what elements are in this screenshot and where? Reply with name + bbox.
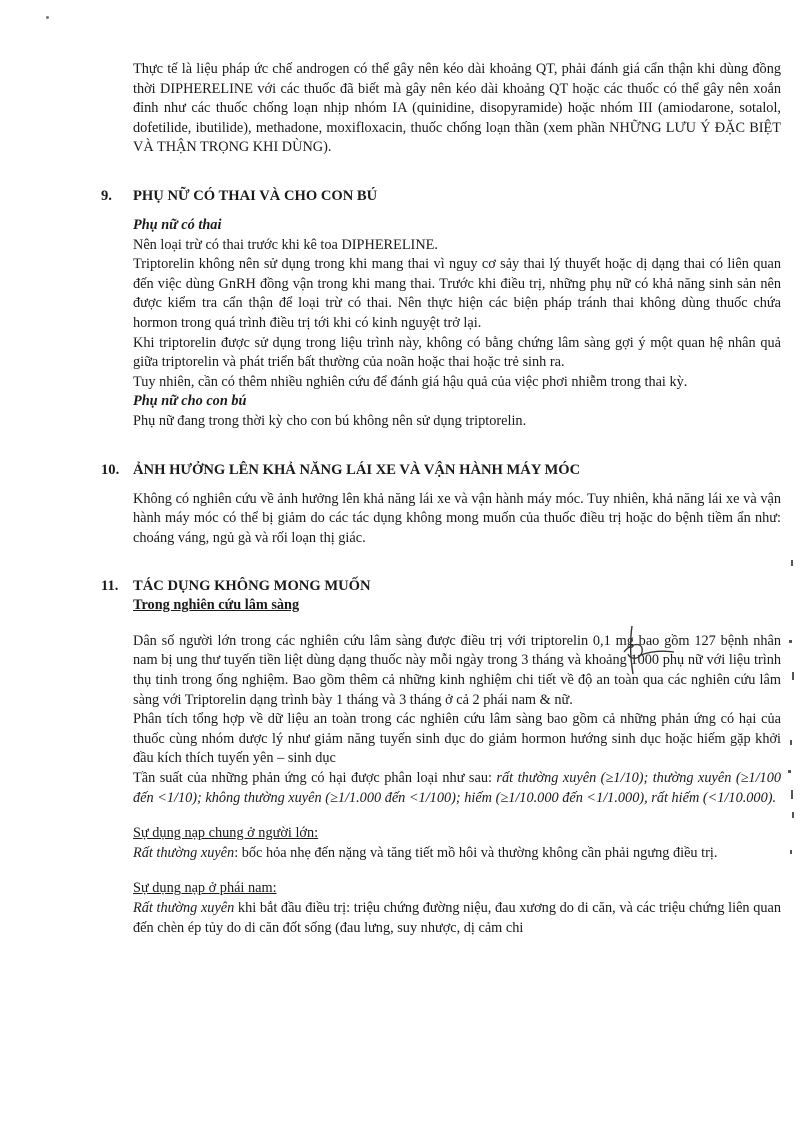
- scan-edge-mark: [791, 790, 793, 799]
- document-body: [101, 60, 781, 938]
- general-tolerance-lead: Rất thường xuyên: [133, 844, 235, 861]
- scan-edge-mark: [788, 770, 791, 773]
- scan-edge-mark: [792, 812, 794, 818]
- section-9-number: 9.: [101, 187, 112, 204]
- pregnancy-para-1: Nên loại trừ có thai trước khi kê toa DIPHERELINE.: [133, 236, 438, 253]
- male-tolerance-text: khi bắt đầu điều trị: triệu chứng đường niệu, đau xương do di căn, và các triệu chứng liên quan đến chèn ép tủy do di căn đốt sống (đau lưng, suy nhược, dị cảm chi: [133, 900, 781, 936]
- section-11-title: TÁC DỤNG KHÔNG MONG MUỐN: [133, 578, 371, 595]
- general-tolerance-text: : bốc hỏa nhẹ đến nặng và tăng tiết mồ hôi và thường không cần phải ngưng điều trị.: [234, 844, 718, 861]
- scan-edge-mark: [790, 850, 792, 854]
- subheading-male-tolerance: Sự dụng nạp ở phái nam:: [133, 880, 277, 897]
- signature-mark: [618, 622, 676, 678]
- adverse-para-2: Phân tích tổng hợp về dữ liệu an toàn trong các nghiên cứu lâm sàng bao gồm cả những phản ứng có hại của thuốc cùng nhóm dược lý như giảm năng tuyến sinh dục do giảm hormon hướng sinh dục hoặc hiếm gặp khởi đầu kích thích tuyến yên – sinh dục: [133, 711, 781, 767]
- subheading-breastfeeding: Phụ nữ cho con bú: [133, 393, 247, 410]
- scan-speck: [46, 16, 49, 19]
- section-10-heading: [101, 460, 781, 480]
- section-11-number: 11.: [101, 578, 119, 595]
- section-10-title: ẢNH HƯỞNG LÊN KHẢ NĂNG LÁI XE VÀ VẬN HÀNH MÁY MÓC: [133, 461, 581, 478]
- section-11-heading: [101, 576, 781, 596]
- general-tolerance-para: [133, 844, 781, 864]
- subheading-pregnancy: Phụ nữ có thai: [133, 216, 222, 233]
- section-9-heading: [101, 186, 781, 206]
- section-9-title: PHỤ NỮ CÓ THAI VÀ CHO CON BÚ: [133, 187, 378, 204]
- pregnancy-para-4: Tuy nhiên, cần có thêm nhiều nghiên cứu để đánh giá hậu quả của việc phơi nhiễm trong thai kỳ.: [133, 373, 688, 390]
- driving-para: Không có nghiên cứu về ảnh hưởng lên khả năng lái xe và vận hành máy móc. Tuy nhiên, khả năng lái xe và vận hành máy móc có thể bị giảm do các tác dụng không mong muốn của thuốc điều trị hoặc do bệnh tiềm ẩn như: choáng váng, ngủ gà và rối loạn thị giác.: [133, 490, 781, 546]
- adverse-para-1: Dân số người lớn trong các nghiên cứu lâm sàng được điều trị với triptorelin 0,1 mg bao gồm 127 bệnh nhân nam bị ung thư tuyến tiền liệt dùng dạng thuốc này mỗi ngày trong 3 tháng và khoảng 1000 phụ nữ với liệu trình thụ tinh trong ống nghiệm. Bao gồm thêm cả những kinh nghiệm chi tiết về độ an toàn qua các nghiên cứu lâm sàng với Triptorelin dạng trình bày 1 tháng và 3 tháng ở cả 2 phái nam & nữ.: [133, 632, 781, 708]
- frequency-lead: Tần suất của những phản ứng có hại được phân loại như sau:: [133, 770, 497, 787]
- male-tolerance-para: [133, 899, 781, 938]
- frequency-classes: rất thường xuyên (≥1/10); thường xuyên (≥1/100 đến <1/10); không thường xuyên (≥1/1.000 đến <1/100); hiếm (≥1/10.000 đến <1/1.000), rất hiếm (<1/10.000).: [133, 770, 781, 806]
- scan-edge-mark: [791, 560, 793, 566]
- intro-paragraph: Thực tế là liệu pháp ức chế androgen có thể gây nên kéo dài khoảng QT, phải đánh giá cẩn thận khi dùng đồng thời DIPHERELINE với các thuốc đã biết mà gây nên kéo dài khoảng QT hoặc các thuốc có thể gây nên xoắn đỉnh như các thuốc chống loạn nhịp nhóm IA (quinidine, disopyramide) hoặc nhóm III (amiodarone, sotalol, dofetilide, ibutilide), methadone, moxifloxacin, thuốc chống loạn thần (xem phần NHỮNG LƯU Ý ĐẶC BIỆT VÀ THẬN TRỌNG KHI DÙNG).: [133, 61, 781, 156]
- scan-edge-mark: [789, 640, 792, 643]
- breastfeeding-para: Phụ nữ đang trong thời kỳ cho con bú không nên sử dụng triptorelin.: [133, 412, 527, 429]
- scan-edge-mark: [792, 672, 794, 680]
- subheading-general-tolerance: Sự dụng nạp chung ở người lớn:: [133, 825, 319, 842]
- pregnancy-para-3: Khi triptorelin được sử dụng trong liệu trình này, không có bằng chứng lâm sàng gợi ý một quan hệ nhân quả giữa triptorelin và phát triển bất thường của noãn hoặc thai hoặc trẻ sinh ra.: [133, 334, 781, 371]
- male-tolerance-lead: Rất thường xuyên: [133, 900, 235, 916]
- subheading-clinical-trials: Trong nghiên cứu lâm sàng: [133, 597, 300, 614]
- section-10-number: 10.: [101, 461, 120, 478]
- scan-edge-mark: [790, 740, 792, 745]
- pregnancy-para-2: Triptorelin không nên sử dụng trong khi mang thai vì nguy cơ sảy thai lý thuyết hoặc dị dạng thai có liên quan đến việc dùng GnRH đồng vận trong khi mang thai. Trước khi điều trị, những phụ nữ có khả năng sinh sản nên được kiểm tra cẩn thận để loại trừ có thai. Nên thực hiện các biện pháp tránh thai không dùng thuốc chứa hormon trong quá trình điều trị tới khi có kinh nguyệt trở lại.: [133, 256, 781, 331]
- adverse-para-3: [133, 769, 781, 808]
